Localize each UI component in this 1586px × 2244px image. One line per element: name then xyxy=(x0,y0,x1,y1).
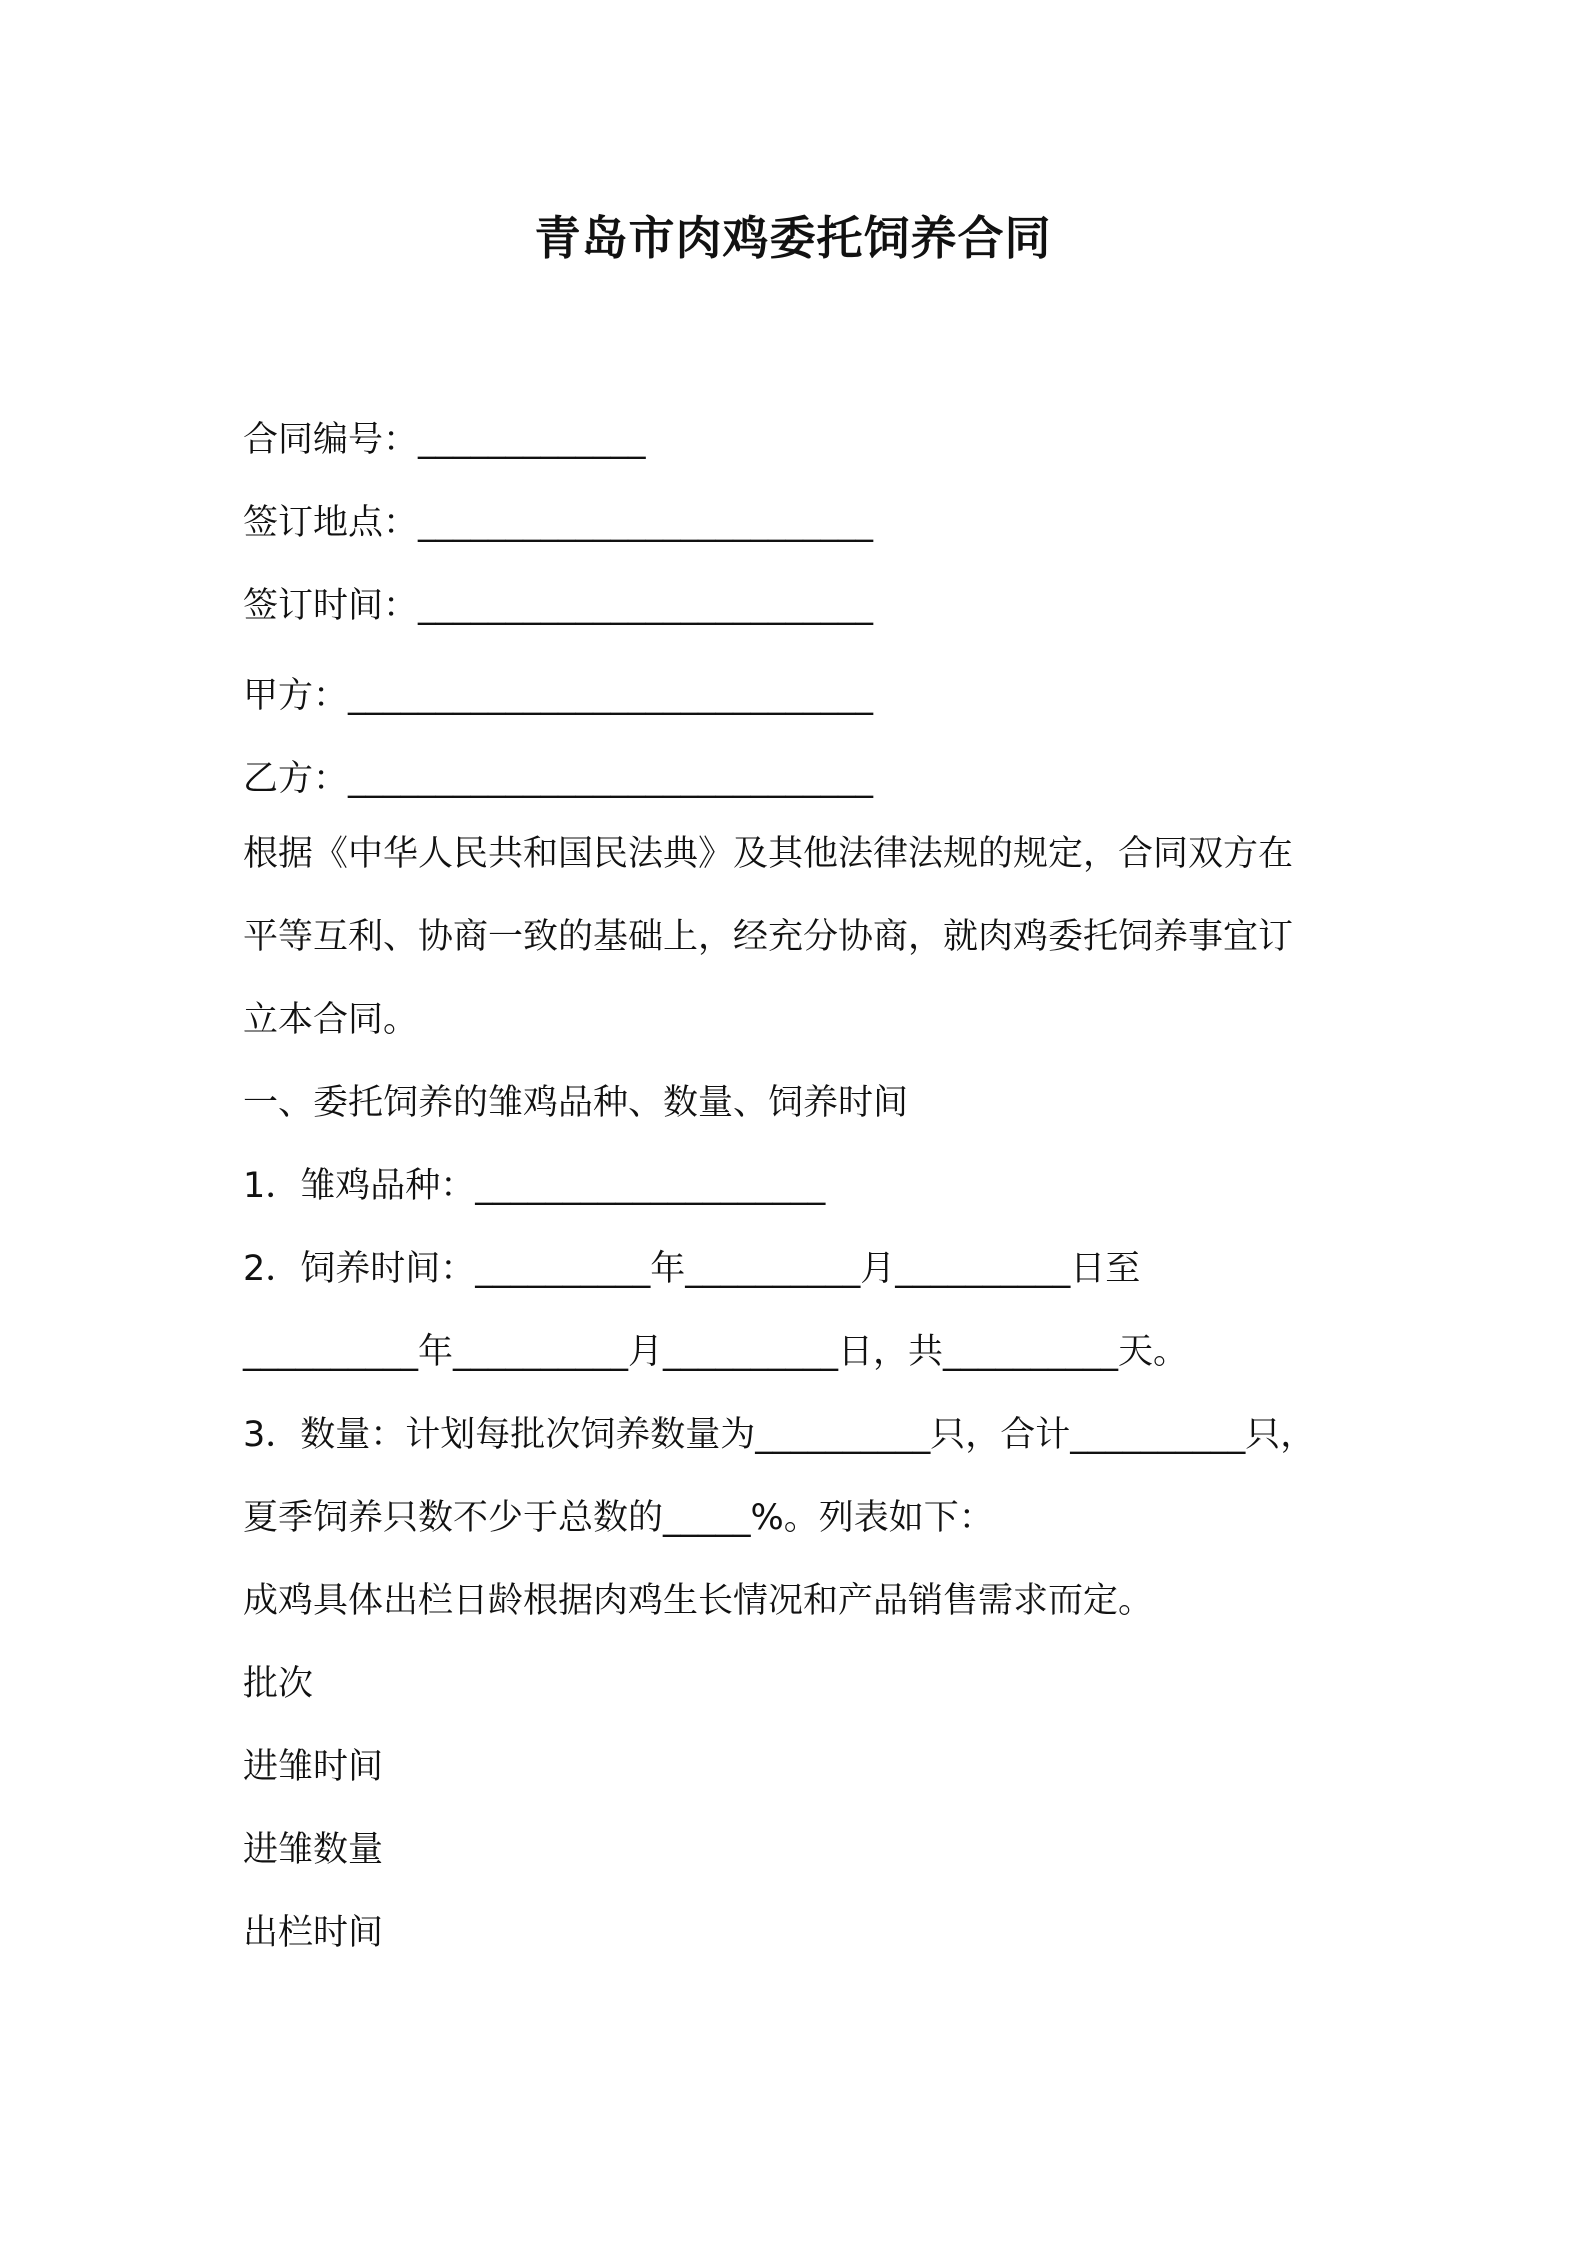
signing-time-line: 签订时间：__________________________ xyxy=(243,586,874,626)
document-title: 青岛市肉鸡委托饲养合同 xyxy=(534,211,1052,265)
table-label-batch: 批次 xyxy=(243,1664,314,1704)
slaughter-age-note: 成鸡具体出栏日龄根据肉鸡生长情况和产品销售需求而定。 xyxy=(243,1581,1154,1621)
quantity-line-1: 3．数量：计划每批次饲养数量为__________只，合计__________只， xyxy=(243,1415,1316,1455)
table-label-chick-entry-time: 进雏时间 xyxy=(243,1747,384,1787)
quantity-line-2: 夏季饲养只数不少于总数的_____%。列表如下： xyxy=(243,1498,994,1538)
preamble-line-1: 根据《中华人民共和国民法典》及其他法律法规的规定，合同双方在 xyxy=(243,834,1294,874)
table-label-chick-entry-quantity: 进雏数量 xyxy=(243,1830,384,1870)
party-b-line: 乙方：______________________________ xyxy=(243,759,874,799)
contract-number-line: 合同编号：_____________ xyxy=(243,420,646,460)
preamble-line-3: 立本合同。 xyxy=(243,1000,419,1040)
section-1-heading: 一、委托饲养的雏鸡品种、数量、饲养时间 xyxy=(243,1083,909,1123)
preamble-line-2: 平等互利、协商一致的基础上，经充分协商，就肉鸡委托饲养事宜订 xyxy=(243,917,1294,957)
table-label-market-time: 出栏时间 xyxy=(243,1913,384,1953)
chick-breed-line: 1．雏鸡品种：____________________ xyxy=(243,1166,826,1206)
feeding-time-line-2: __________年__________月__________日，共__________天。 xyxy=(243,1332,1189,1372)
feeding-time-line-1: 2．饲养时间：__________年__________月__________日至 xyxy=(243,1249,1141,1289)
party-a-line: 甲方：______________________________ xyxy=(243,676,874,716)
signing-place-line: 签订地点：__________________________ xyxy=(243,503,874,543)
